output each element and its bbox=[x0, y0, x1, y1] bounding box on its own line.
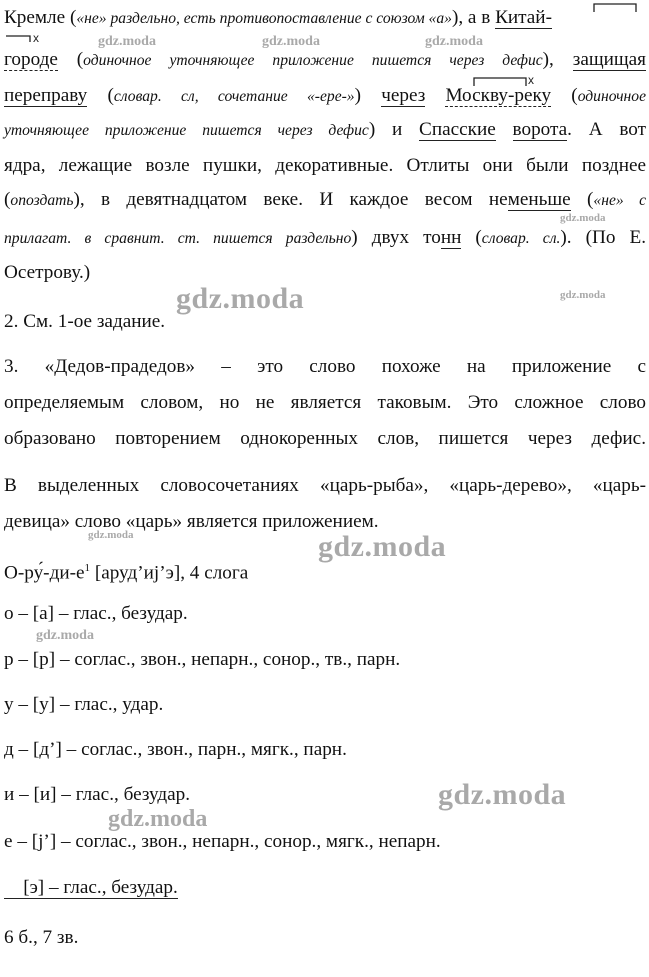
text bbox=[425, 85, 445, 106]
underlined-word: переправу bbox=[4, 85, 88, 106]
svg-text:х: х bbox=[528, 73, 534, 87]
text: р – [р] – соглас., звон., непарн., сонор., тв., парн. bbox=[4, 649, 401, 670]
text: и – [и] – глас., безудар. bbox=[4, 784, 191, 805]
note: прилагат. в сравнит. ст. пишется раздельно bbox=[4, 230, 352, 247]
watermark: gdz.moda bbox=[88, 529, 134, 541]
text-line-2 bbox=[4, 48, 646, 73]
watermark-large: gdz.moda bbox=[438, 778, 567, 811]
text-line-4 bbox=[4, 118, 646, 143]
watermark: gdz.moda bbox=[560, 212, 606, 224]
text: 3. «Дедов-прадедов» – это слово похоже на приложение с bbox=[4, 356, 646, 377]
text: ( bbox=[87, 85, 114, 106]
underlined-letters: нн bbox=[440, 227, 462, 248]
watermark: gdz.moda bbox=[36, 628, 94, 643]
watermark: gdz.moda bbox=[560, 289, 606, 301]
text-line-6 bbox=[4, 188, 646, 213]
watermark: gdz.moda bbox=[425, 34, 483, 49]
text: определяемым словом, но не является таковым. Это сложное слово bbox=[4, 392, 646, 413]
text: ядра, лежащие возле пушки, декоративные. Отлиты они были позднее bbox=[4, 155, 646, 176]
text-line-17 bbox=[4, 648, 646, 672]
text-line-9 bbox=[4, 310, 646, 334]
text: ( bbox=[461, 227, 482, 248]
note: «не» с bbox=[593, 192, 647, 209]
text: у – [у] – глас., удар. bbox=[4, 694, 164, 715]
suffix-arc-icon bbox=[470, 72, 540, 88]
text: Осетрову.) bbox=[4, 262, 91, 283]
text-line-8 bbox=[4, 261, 646, 285]
text: ). (По Е. bbox=[560, 227, 647, 248]
text-line-23 bbox=[4, 926, 646, 950]
text: ) двух то bbox=[351, 227, 441, 248]
text: образовано повторением однокоренных слов, пишется через дефис. bbox=[4, 428, 646, 449]
ending-box-icon bbox=[4, 30, 46, 44]
text: ( bbox=[57, 49, 84, 70]
note: уточняющее приложение пишется через дефис bbox=[4, 122, 369, 139]
suffix-arc-icon bbox=[590, 0, 640, 14]
note: опоздать bbox=[10, 192, 74, 209]
watermark-large: gdz.moda bbox=[176, 282, 305, 315]
underlined-word: ворота bbox=[512, 119, 568, 140]
text-line-5 bbox=[4, 154, 646, 178]
underlined-word: меньше bbox=[507, 189, 571, 210]
text: е – [j’] – соглас., звон., непарн., сонор., мягк., непарн. bbox=[4, 831, 441, 852]
note: «не» раздельно, есть противопоставление с союзом «а» bbox=[76, 10, 452, 27]
underlined-word: Китай- bbox=[495, 7, 552, 28]
text: Кремле ( bbox=[4, 7, 77, 28]
text-line-1 bbox=[4, 6, 646, 31]
text-line-10 bbox=[4, 355, 646, 379]
underlined-word: Москву-реку bbox=[445, 85, 552, 106]
note: одиночное bbox=[577, 88, 646, 105]
text: 6 б., 7 зв. bbox=[4, 927, 79, 948]
text-line-18 bbox=[4, 693, 646, 717]
underlined-word: Спасские bbox=[419, 119, 496, 140]
note: одиночное уточняющее приложение пишется через дефис bbox=[83, 52, 543, 69]
text-line-11 bbox=[4, 391, 646, 415]
text: В выделенных словосочетаниях «царь-рыба», «царь-дерево», «царь- bbox=[4, 475, 646, 496]
text-line-3 bbox=[4, 84, 646, 109]
underlined-word: городе bbox=[4, 49, 58, 70]
text-line-21 bbox=[4, 830, 646, 854]
watermark: gdz.moda bbox=[262, 34, 320, 49]
underlined-word: через bbox=[381, 85, 426, 106]
underlined-word: защищая bbox=[572, 49, 646, 70]
watermark: gdz.moda bbox=[98, 34, 156, 49]
text-line-16 bbox=[4, 602, 646, 626]
text: 2. См. 1-ое задание. bbox=[4, 311, 166, 332]
text: ( bbox=[551, 85, 578, 106]
text: девица» слово «царь» является приложением. bbox=[4, 511, 379, 532]
text-line-22 bbox=[4, 876, 646, 900]
underlined-text: [э] – глас., безудар. bbox=[4, 877, 178, 898]
footnote-mark: 1 bbox=[84, 562, 91, 574]
text: ), bbox=[542, 49, 573, 70]
note: словар. сл, сочетание «-ере-» bbox=[113, 88, 355, 105]
text-line-19 bbox=[4, 738, 646, 762]
text: [аруд’иj’э], 4 слога bbox=[90, 562, 249, 584]
text: О-ру́-ди-е bbox=[4, 562, 85, 584]
text: о – [а] – глас., безудар. bbox=[4, 603, 188, 624]
text bbox=[496, 119, 513, 140]
text-line-7 bbox=[4, 226, 646, 251]
text: ), а в bbox=[451, 7, 496, 28]
text: . А вот bbox=[567, 119, 646, 140]
text: ) bbox=[354, 85, 382, 106]
text-line-12 bbox=[4, 427, 646, 451]
text: ) и bbox=[368, 119, 420, 140]
text: ), в девятнадцатом веке. И каждое весом не bbox=[73, 189, 508, 210]
note: словар. сл. bbox=[481, 230, 561, 247]
watermark-large: gdz.moda bbox=[108, 806, 208, 832]
text-line-13 bbox=[4, 474, 646, 498]
text: д – [д’] – соглас., звон., парн., мягк., парн. bbox=[4, 739, 347, 760]
svg-text:х: х bbox=[33, 31, 39, 44]
text: ( bbox=[570, 189, 594, 210]
watermark-large: gdz.moda bbox=[318, 530, 447, 563]
text: ( bbox=[4, 189, 11, 210]
